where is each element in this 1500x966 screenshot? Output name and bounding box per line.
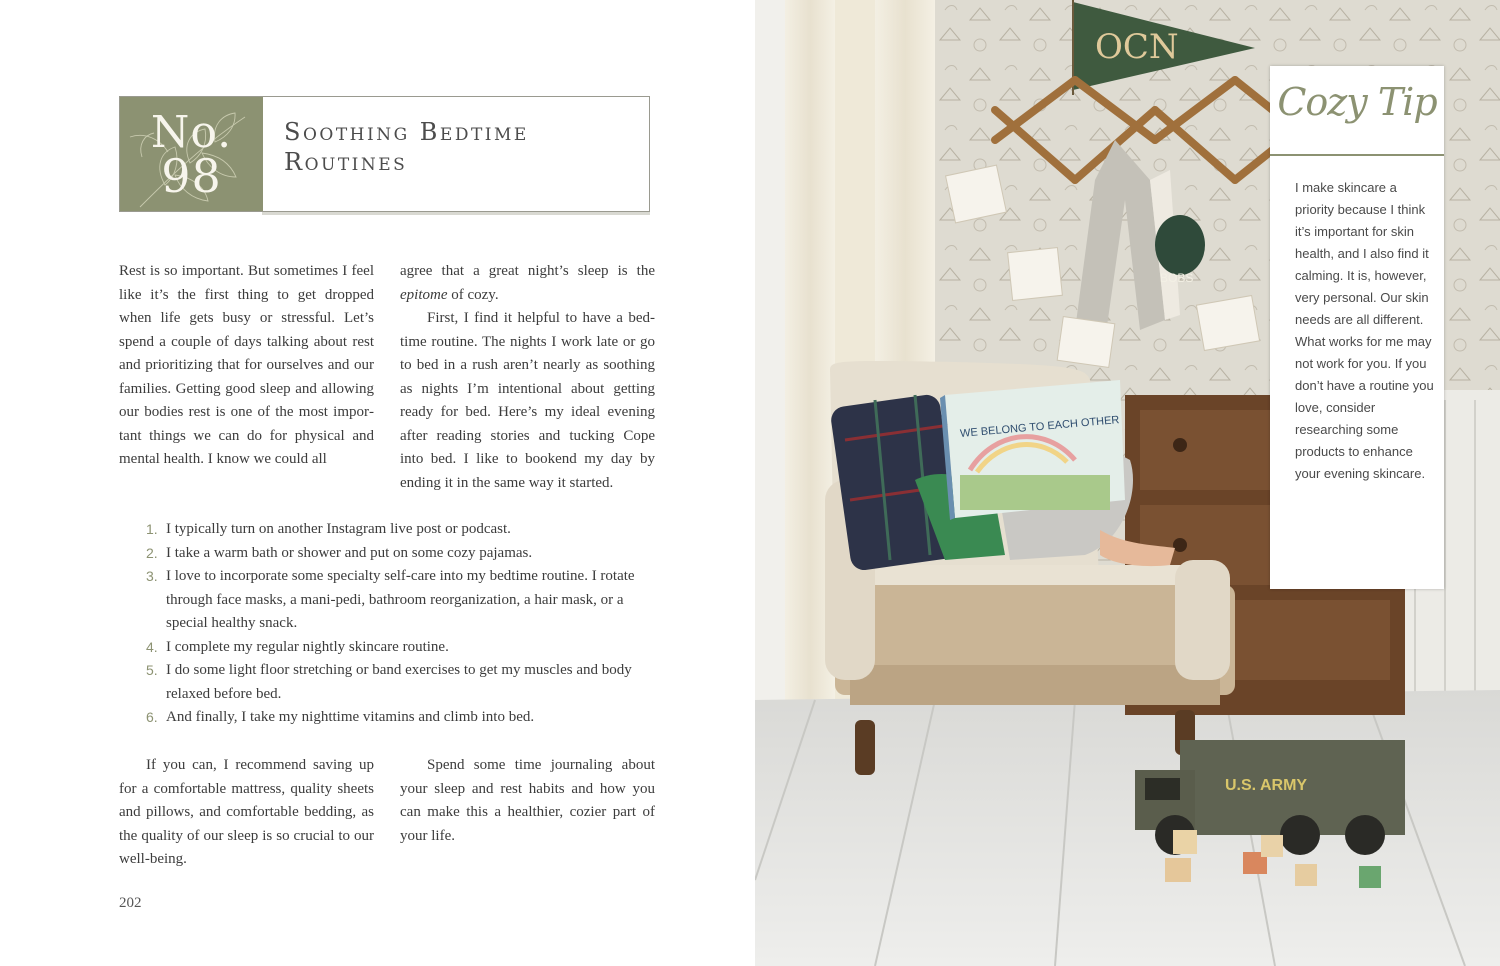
cozy-tip-title: Cozy Tip <box>1277 80 1437 124</box>
intro-text-a: agree that a great night’s sleep is the <box>400 263 655 279</box>
list-item <box>140 518 660 542</box>
step-text: I take a warm bath or shower and put on some cozy pajamas. <box>166 544 533 561</box>
entry-number: 98 <box>161 149 222 203</box>
intro-column-2 <box>400 260 655 495</box>
intro-paragraph-continued <box>400 260 655 307</box>
closing-paragraph-1: If you can, I recommend saving up for a comfortable mattress, quality sheets and pillows, and comfortable bedding, as the quality of our sleep is so crucial to our well-being. <box>119 757 374 867</box>
page-title-line-1: Soothing Bedtime <box>284 118 529 146</box>
step-text: I do some light floor stretching or band exercises to get my muscles and body relaxed before bed. <box>166 662 632 702</box>
list-item <box>140 706 660 730</box>
list-item <box>140 565 660 636</box>
step-text: I love to incorporate some specialty self-care into my bedtime routine. I rotate through face masks, a mani-pedi, bathroom reorganization, a hair mask, or a special healthy snack. <box>166 568 635 631</box>
closing-column-2 <box>400 754 655 848</box>
step-number: 4. <box>146 638 158 655</box>
step-number: 1. <box>146 521 158 537</box>
book-title-text: WE BELONG TO EACH OTHER <box>959 414 1120 440</box>
truck-text: U.S. ARMY <box>1225 777 1308 794</box>
intro-emphasis: epitome <box>400 286 448 303</box>
step-text: And finally, I take my nighttime vitamins and climb into bed. <box>166 709 535 725</box>
cap-text: BOBS <box>1160 271 1194 285</box>
intro-text-b: of cozy. <box>451 286 499 303</box>
closing-paragraph-2: Spend some time journaling about your sleep and rest habits and how you can make this a healthier, cozier part of your life. <box>400 757 655 844</box>
step-number: 2. <box>146 544 158 561</box>
step-number: 6. <box>146 709 158 725</box>
list-item <box>140 542 660 566</box>
step-text: I typically turn on another Instagram live post or podcast. <box>166 521 511 537</box>
closing-column-1 <box>119 754 374 872</box>
intro-column-1 <box>119 260 374 472</box>
number-badge <box>120 97 263 211</box>
number-prefix: No. <box>150 107 233 158</box>
pennant-text: OCN <box>1095 27 1179 67</box>
page-number: 202 <box>119 895 142 911</box>
step-text: I complete my regular nightly skincare routine. <box>166 638 449 655</box>
intro-paragraph-1: Rest is so important. But sometimes I feel like it’s the first thing to get dropped when life gets busy or stressful. Let’s spend a couple of days talking about rest and prioritizing that for ourselves and our families. Getting good sleep and allowing our bodies rest is one of the most important things we can do for physical and mental health. I know we could all <box>119 263 374 467</box>
page-title-line-2: Routines <box>284 148 408 176</box>
feature-header <box>119 96 650 212</box>
routine-steps-list <box>140 518 660 730</box>
cozy-tip-card <box>1270 66 1444 589</box>
step-number: 3. <box>146 568 158 584</box>
cozy-tip-body: I make skincare a priority because I think it’s important for skin health, and I also find it calming. It is, however, very personal. Our skin needs are all different. What works for me may not work for you. If you don’t have a routine you love, consider researching some products to enhance your evening skincare. <box>1295 180 1434 481</box>
step-number: 5. <box>146 662 158 678</box>
list-item <box>140 636 660 660</box>
cozy-tip-header <box>1270 66 1444 156</box>
nursery-photo <box>755 0 1500 966</box>
intro-paragraph-2: First, I find it helpful to have a bedtime routine. The nights I work late or go to bed in a rush aren’t nearly as soothing as nights I’m intentional about getting ready for bed. Here’s my ideal evening after reading stories and tucking Cope into bed. I like to bookend my day by ending it in the same way it started. <box>400 310 655 491</box>
list-item <box>140 659 660 706</box>
